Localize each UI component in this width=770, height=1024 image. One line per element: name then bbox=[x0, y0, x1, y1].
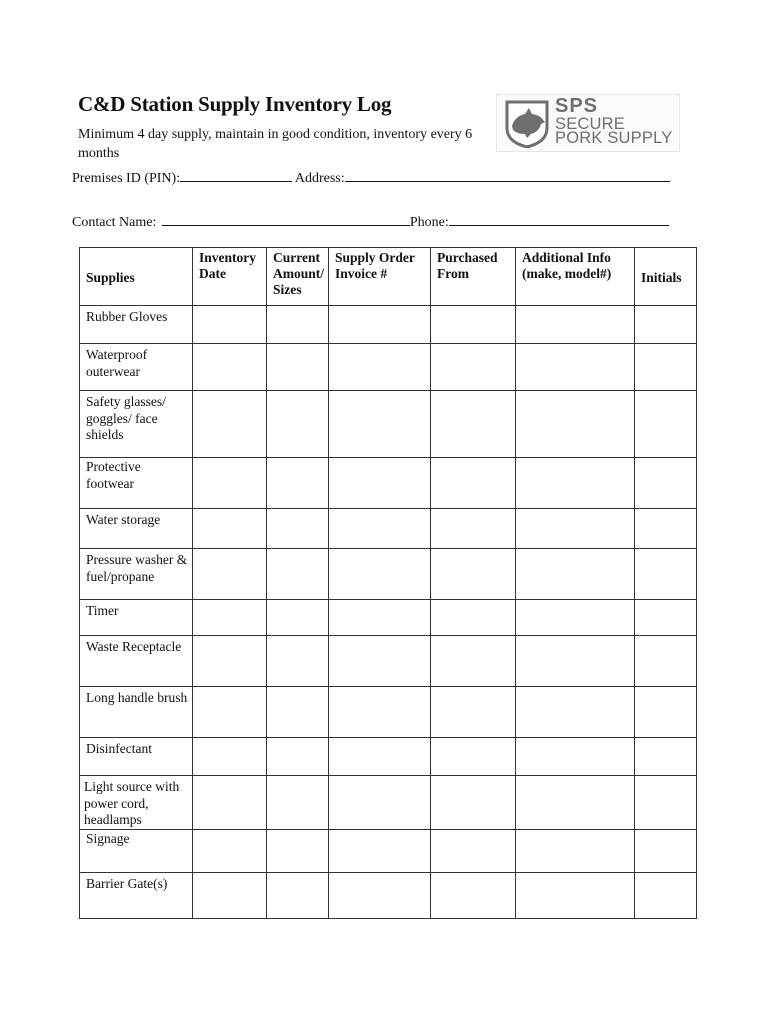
col-header-supplies: Supplies bbox=[80, 248, 193, 306]
current-amount-cell[interactable] bbox=[267, 872, 329, 918]
premises-label: Premises ID (PIN): bbox=[72, 171, 181, 186]
phone-label: Phone: bbox=[409, 215, 449, 230]
inventory-date-cell[interactable] bbox=[193, 872, 267, 918]
initials-cell[interactable] bbox=[635, 687, 697, 738]
table-row bbox=[80, 458, 697, 509]
purchased-from-cell[interactable] bbox=[431, 600, 516, 636]
additional-info-cell[interactable] bbox=[516, 738, 635, 776]
invoice-cell[interactable] bbox=[329, 636, 431, 687]
current-amount-cell[interactable] bbox=[267, 776, 329, 830]
purchased-from-cell[interactable] bbox=[431, 306, 516, 344]
purchased-from-cell[interactable] bbox=[431, 776, 516, 830]
table-row bbox=[80, 829, 697, 872]
contact-name-field[interactable] bbox=[162, 212, 410, 226]
col-header-inventory-date: Inventory Date bbox=[193, 248, 267, 306]
supply-name: Safety glasses/ goggles/ face shields bbox=[80, 391, 193, 458]
contact-name-label: Contact Name: bbox=[72, 215, 157, 230]
table-row bbox=[80, 306, 697, 344]
purchased-from-cell[interactable] bbox=[431, 872, 516, 918]
current-amount-cell[interactable] bbox=[267, 600, 329, 636]
page-title: C&D Station Supply Inventory Log bbox=[78, 92, 392, 116]
table-row bbox=[80, 872, 697, 918]
supply-name: Waterproof outerwear bbox=[80, 344, 193, 391]
current-amount-cell[interactable] bbox=[267, 391, 329, 458]
supply-name: Signage bbox=[80, 829, 193, 872]
additional-info-cell[interactable] bbox=[516, 549, 635, 600]
invoice-cell[interactable] bbox=[329, 872, 431, 918]
supply-name: Pressure washer & fuel/propane bbox=[80, 549, 193, 600]
current-amount-cell[interactable] bbox=[267, 687, 329, 738]
initials-cell[interactable] bbox=[635, 391, 697, 458]
current-amount-cell[interactable] bbox=[267, 458, 329, 509]
invoice-cell[interactable] bbox=[329, 829, 431, 872]
initials-cell[interactable] bbox=[635, 738, 697, 776]
purchased-from-cell[interactable] bbox=[431, 829, 516, 872]
inventory-date-cell[interactable] bbox=[193, 509, 267, 549]
table-header-row bbox=[80, 248, 697, 306]
current-amount-cell[interactable] bbox=[267, 549, 329, 600]
invoice-cell[interactable] bbox=[329, 458, 431, 509]
additional-info-cell[interactable] bbox=[516, 458, 635, 509]
invoice-cell[interactable] bbox=[329, 687, 431, 738]
inventory-date-cell[interactable] bbox=[193, 687, 267, 738]
premises-address-row bbox=[72, 168, 670, 187]
additional-info-cell[interactable] bbox=[516, 872, 635, 918]
col-header-current-amount: Current Amount/ Sizes bbox=[267, 248, 329, 306]
initials-cell[interactable] bbox=[635, 344, 697, 391]
current-amount-cell[interactable] bbox=[267, 636, 329, 687]
address-label: Address: bbox=[294, 171, 345, 186]
phone-field[interactable] bbox=[449, 212, 669, 226]
purchased-from-cell[interactable] bbox=[431, 738, 516, 776]
table-row bbox=[80, 549, 697, 600]
page-subtitle: Minimum 4 day supply, maintain in good condition, inventory every 6 months bbox=[78, 127, 473, 161]
table-row bbox=[80, 738, 697, 776]
additional-info-cell[interactable] bbox=[516, 344, 635, 391]
logo-acronym: SPS bbox=[555, 95, 599, 117]
invoice-cell[interactable] bbox=[329, 344, 431, 391]
current-amount-cell[interactable] bbox=[267, 344, 329, 391]
purchased-from-cell[interactable] bbox=[431, 549, 516, 600]
inventory-date-cell[interactable] bbox=[193, 391, 267, 458]
address-field[interactable] bbox=[345, 168, 670, 182]
initials-cell[interactable] bbox=[635, 509, 697, 549]
current-amount-cell[interactable] bbox=[267, 306, 329, 344]
table-row bbox=[80, 776, 697, 830]
invoice-cell[interactable] bbox=[329, 306, 431, 344]
purchased-from-cell[interactable] bbox=[431, 509, 516, 549]
table-row bbox=[80, 344, 697, 391]
premises-id-field[interactable] bbox=[180, 168, 292, 182]
supply-name: Protective footwear bbox=[80, 458, 193, 509]
supply-name: Timer bbox=[80, 600, 193, 636]
initials-cell[interactable] bbox=[635, 458, 697, 509]
col-header-initials: Initials bbox=[635, 248, 697, 306]
inventory-date-cell[interactable] bbox=[193, 738, 267, 776]
purchased-from-cell[interactable] bbox=[431, 391, 516, 458]
additional-info-cell[interactable] bbox=[516, 776, 635, 830]
additional-info-cell[interactable] bbox=[516, 306, 635, 344]
inventory-date-cell[interactable] bbox=[193, 636, 267, 687]
initials-cell[interactable] bbox=[635, 872, 697, 918]
invoice-cell[interactable] bbox=[329, 509, 431, 549]
col-header-additional-info: Additional Info (make, model#) bbox=[516, 248, 635, 306]
supply-name: Barrier Gate(s) bbox=[80, 872, 193, 918]
supply-name: Disinfectant bbox=[80, 738, 193, 776]
secure-pork-supply-logo bbox=[496, 94, 680, 152]
supply-name: Rubber Gloves bbox=[80, 306, 193, 344]
initials-cell[interactable] bbox=[635, 306, 697, 344]
purchased-from-cell[interactable] bbox=[431, 344, 516, 391]
current-amount-cell[interactable] bbox=[267, 829, 329, 872]
inventory-date-cell[interactable] bbox=[193, 344, 267, 391]
inventory-date-cell[interactable] bbox=[193, 829, 267, 872]
current-amount-cell[interactable] bbox=[267, 509, 329, 549]
supply-name: Waste Receptacle bbox=[80, 636, 193, 687]
supply-name: Light source with power cord, headlamps bbox=[80, 776, 193, 830]
contact-phone-row bbox=[72, 212, 669, 231]
inventory-date-cell[interactable] bbox=[193, 600, 267, 636]
table-row bbox=[80, 391, 697, 458]
supply-name: Long handle brush bbox=[80, 687, 193, 738]
inventory-date-cell[interactable] bbox=[193, 549, 267, 600]
logo-line1: SECURE bbox=[555, 115, 625, 133]
inventory-date-cell[interactable] bbox=[193, 458, 267, 509]
purchased-from-cell[interactable] bbox=[431, 636, 516, 687]
logo-line2: PORK SUPPLY bbox=[555, 129, 673, 147]
invoice-cell[interactable] bbox=[329, 391, 431, 458]
supply-inventory-table bbox=[79, 247, 697, 919]
table-row bbox=[80, 687, 697, 738]
table-row bbox=[80, 600, 697, 636]
col-header-supply-order-invoice: Supply Order Invoice # bbox=[329, 248, 431, 306]
additional-info-cell[interactable] bbox=[516, 636, 635, 687]
pig-shield-icon bbox=[503, 98, 551, 148]
invoice-cell[interactable] bbox=[329, 738, 431, 776]
table-row bbox=[80, 636, 697, 687]
inventory-date-cell[interactable] bbox=[193, 776, 267, 830]
initials-cell[interactable] bbox=[635, 600, 697, 636]
initials-cell[interactable] bbox=[635, 776, 697, 830]
initials-cell[interactable] bbox=[635, 829, 697, 872]
table-row bbox=[80, 509, 697, 549]
current-amount-cell[interactable] bbox=[267, 738, 329, 776]
additional-info-cell[interactable] bbox=[516, 509, 635, 549]
purchased-from-cell[interactable] bbox=[431, 458, 516, 509]
additional-info-cell[interactable] bbox=[516, 391, 635, 458]
additional-info-cell[interactable] bbox=[516, 687, 635, 738]
supply-name: Water storage bbox=[80, 509, 193, 549]
inventory-date-cell[interactable] bbox=[193, 306, 267, 344]
additional-info-cell[interactable] bbox=[516, 600, 635, 636]
additional-info-cell[interactable] bbox=[516, 829, 635, 872]
initials-cell[interactable] bbox=[635, 636, 697, 687]
invoice-cell[interactable] bbox=[329, 600, 431, 636]
invoice-cell[interactable] bbox=[329, 776, 431, 830]
purchased-from-cell[interactable] bbox=[431, 687, 516, 738]
col-header-purchased-from: Purchased From bbox=[431, 248, 516, 306]
invoice-cell[interactable] bbox=[329, 549, 431, 600]
initials-cell[interactable] bbox=[635, 549, 697, 600]
